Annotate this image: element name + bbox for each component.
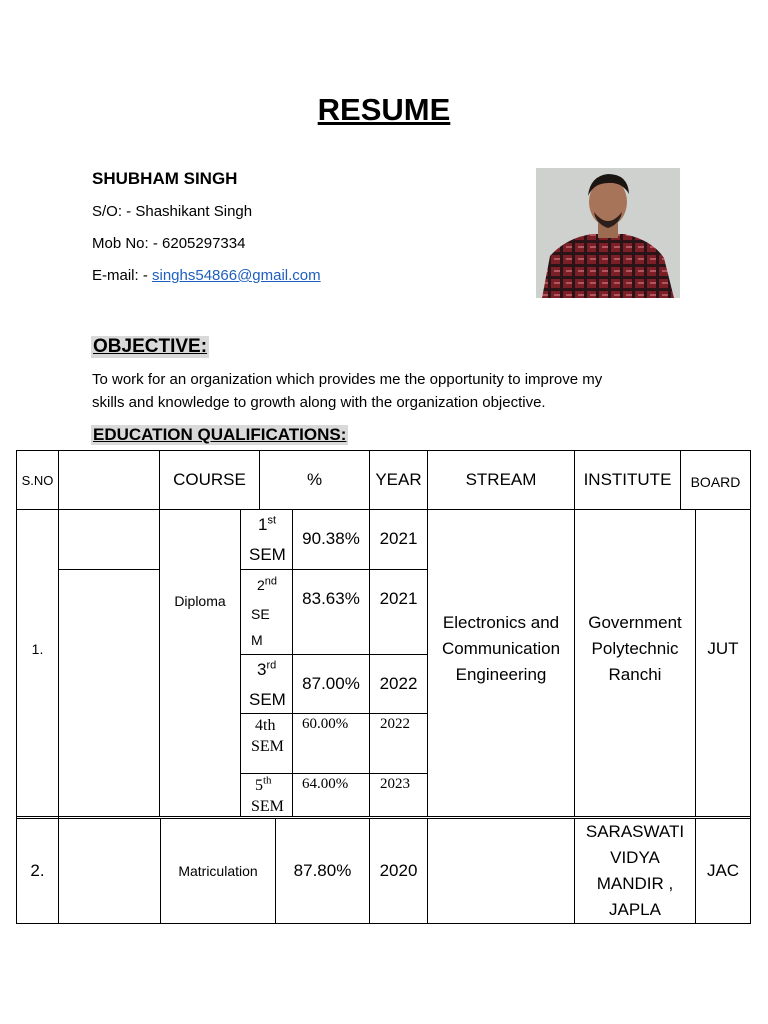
row1-stream-line3: Engineering [455, 665, 547, 684]
sem1-label [258, 512, 276, 537]
row1-bottom [16, 816, 751, 817]
row1-stream-line2: Communication [441, 639, 561, 658]
row1-stream [427, 509, 575, 789]
education-heading: EDUCATION QUALIFICATIONS: [93, 425, 347, 444]
row2-inst-line2: VIDYA [610, 848, 660, 867]
sem5-year: 2023 [380, 776, 410, 792]
row-divider [58, 569, 160, 570]
row1-sno: 1. [31, 641, 44, 657]
row2-board: JAC [706, 861, 740, 880]
email-label: E-mail: - [92, 267, 152, 284]
header-board: BOARD [690, 473, 741, 490]
sem2-num: 2 [257, 577, 265, 593]
row2-inst-line3: MANDIR , [596, 874, 674, 893]
row2-year: 2020 [379, 861, 418, 880]
mobile-line [92, 235, 245, 252]
sem5-percent: 64.00% [302, 776, 349, 792]
header-institute: INSTITUTE [583, 470, 672, 489]
mobile-label: Mob No: - [92, 235, 163, 252]
sem5-label [255, 776, 272, 796]
sem3-sem: SEM [249, 690, 286, 709]
sem3-percent: 87.00% [302, 674, 360, 693]
header-stream: STREAM [465, 470, 537, 489]
row2-sno: 2. [30, 861, 45, 880]
sem5-sup: th [263, 774, 272, 787]
sem2-year: 2021 [379, 589, 418, 608]
header-sno: S.NO [21, 472, 54, 488]
sem4-year: 2022 [380, 716, 410, 732]
email-line [92, 267, 321, 284]
sem1-sup: st [267, 514, 277, 527]
sem5-sem: SEM [251, 798, 284, 815]
row2-course: Matriculation [178, 863, 258, 879]
row1-board: JUT [707, 639, 739, 658]
sem1-percent: 90.38% [302, 529, 360, 548]
sem2-label [257, 577, 277, 593]
row2-institute [574, 818, 696, 924]
profile-photo [536, 168, 680, 298]
sem2-percent: 83.63% [302, 589, 360, 608]
candidate-name: SHUBHAM SINGH [92, 169, 238, 188]
row1-inst-line1: Government [588, 613, 682, 632]
father-name-line [92, 203, 252, 220]
profile-photo-image [536, 168, 680, 298]
mobile-value: 6205297334 [162, 235, 246, 252]
row2-inst-line4: JAPLA [609, 900, 661, 919]
sem3-num: 3 [257, 660, 267, 679]
so-value: Shashikant Singh [135, 203, 253, 220]
objective-heading: OBJECTIVE: [93, 336, 208, 357]
header-percent: % [306, 470, 323, 489]
sem4-num: 4th [255, 717, 276, 734]
sem3-year: 2022 [379, 674, 418, 693]
header-course: COURSE [173, 470, 246, 489]
sem2-sem2: M [251, 632, 263, 648]
sem1-year: 2021 [379, 529, 418, 548]
header-year: YEAR [375, 470, 422, 489]
row1-course: Diploma [174, 593, 226, 609]
row1-stream-line1: Electronics and [442, 613, 560, 632]
sem1-num: 1 [258, 515, 268, 534]
row1-institute [574, 509, 696, 789]
sem2-sem1: SE [251, 606, 270, 622]
sem3-sup: rd [266, 659, 277, 672]
sem4-percent: 60.00% [302, 716, 349, 732]
sem1-sem: SEM [249, 545, 286, 564]
sem5-num: 5 [255, 777, 263, 794]
row2-inst-line1: SARASWATI [585, 822, 685, 841]
sem3-label [257, 657, 276, 682]
objective-line-1: To work for an organization which provides me the opportunity to improve my [92, 371, 603, 388]
resume-title: RESUME [317, 92, 451, 127]
objective-text [92, 368, 692, 414]
so-label: S/O: - [92, 203, 136, 220]
objective-line-2: skills and knowledge to growth along with the organization objective. [92, 394, 546, 411]
sem4-sem: SEM [251, 738, 284, 755]
row2-percent: 87.80% [293, 861, 352, 880]
email-link[interactable]: singhs54866@gmail.com [152, 267, 321, 284]
row1-inst-line2: Polytechnic [591, 639, 679, 658]
row1-inst-line3: Ranchi [608, 665, 662, 684]
sem2-sup: nd [264, 575, 278, 588]
